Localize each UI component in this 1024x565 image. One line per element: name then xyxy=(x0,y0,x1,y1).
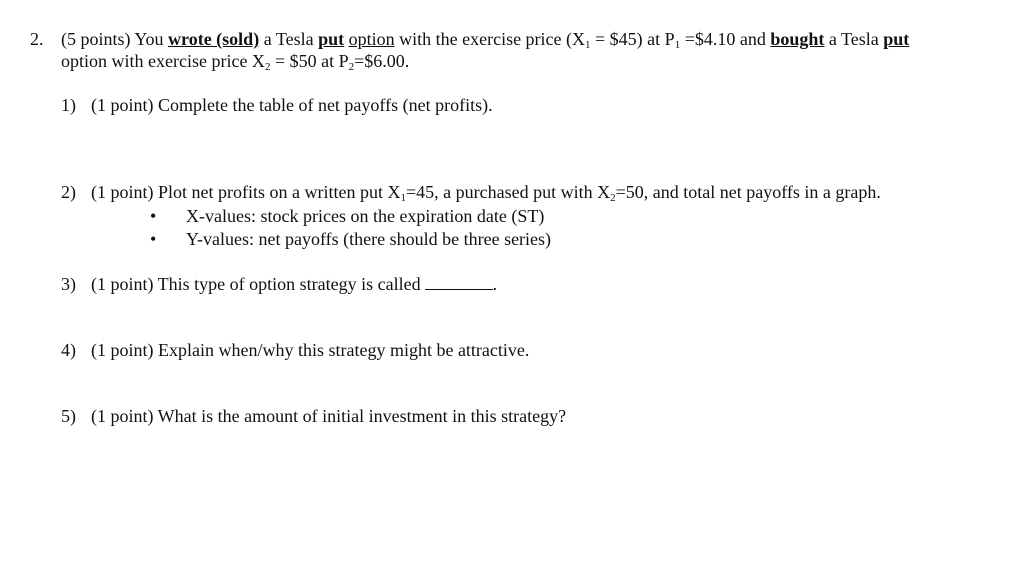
part-text: =45, a purchased put with X xyxy=(405,182,611,202)
bullet-icon: • xyxy=(150,206,157,226)
intro-text: = $50 at P xyxy=(270,51,349,71)
put-emphasis: put xyxy=(318,29,345,49)
part-number: 1) xyxy=(61,95,76,115)
part-text: (1 point) What is the amount of initial investment in this strategy? xyxy=(91,406,567,426)
intro-text: = $45) at P xyxy=(590,29,675,49)
part-text: (1 point) Plot net profits on a written put X xyxy=(91,182,401,202)
part-number: 5) xyxy=(61,406,76,426)
subscript: 1 xyxy=(400,192,406,204)
bullet-list xyxy=(150,205,551,251)
put-emphasis: put xyxy=(883,29,910,49)
intro-text: =$4.10 and xyxy=(680,29,766,49)
part-number: 2) xyxy=(61,182,76,202)
bought-emphasis: bought xyxy=(770,29,825,49)
bullet-text: Y-values: net payoffs (there should be three series) xyxy=(186,229,552,249)
part-number: 4) xyxy=(61,340,76,360)
option-underlined: option xyxy=(348,29,395,49)
part-1 xyxy=(61,94,493,116)
part-text: (1 point) Explain when/why this strategy might be attractive. xyxy=(91,340,530,360)
wrote-emphasis: wrote (sold) xyxy=(168,29,260,49)
part-5 xyxy=(61,405,566,427)
subscript: 2 xyxy=(348,61,355,73)
subscript: 2 xyxy=(264,61,271,73)
part-number: 3) xyxy=(61,274,76,294)
subscript: 1 xyxy=(585,39,591,51)
question-number: 2. xyxy=(30,29,44,49)
list-item xyxy=(150,228,551,251)
part-text: (1 point) This type of option strategy is called xyxy=(91,274,421,294)
bullet-icon: • xyxy=(150,229,157,249)
points-text: (5 points) You xyxy=(61,29,164,49)
part-text: . xyxy=(492,274,498,294)
intro-text: with the exercise price (X xyxy=(399,29,586,49)
intro-text: =$6.00. xyxy=(354,51,410,71)
intro-text: option with exercise price X xyxy=(61,51,265,71)
subscript: 2 xyxy=(610,192,616,204)
subscript: 1 xyxy=(674,39,681,51)
part-3 xyxy=(61,273,497,295)
part-text: =50, and total net payoffs in a graph. xyxy=(615,182,881,202)
intro-text: a Tesla xyxy=(263,29,314,49)
bullet-text: X-values: stock prices on the expiration date (ST) xyxy=(186,206,545,226)
part-2 xyxy=(61,181,881,203)
part-text: (1 point) Complete the table of net payoffs (net profits). xyxy=(91,95,493,115)
answer-blank xyxy=(425,275,493,290)
part-4 xyxy=(61,339,529,361)
question-intro xyxy=(61,28,991,72)
intro-text: a Tesla xyxy=(828,29,879,49)
list-item xyxy=(150,205,551,228)
